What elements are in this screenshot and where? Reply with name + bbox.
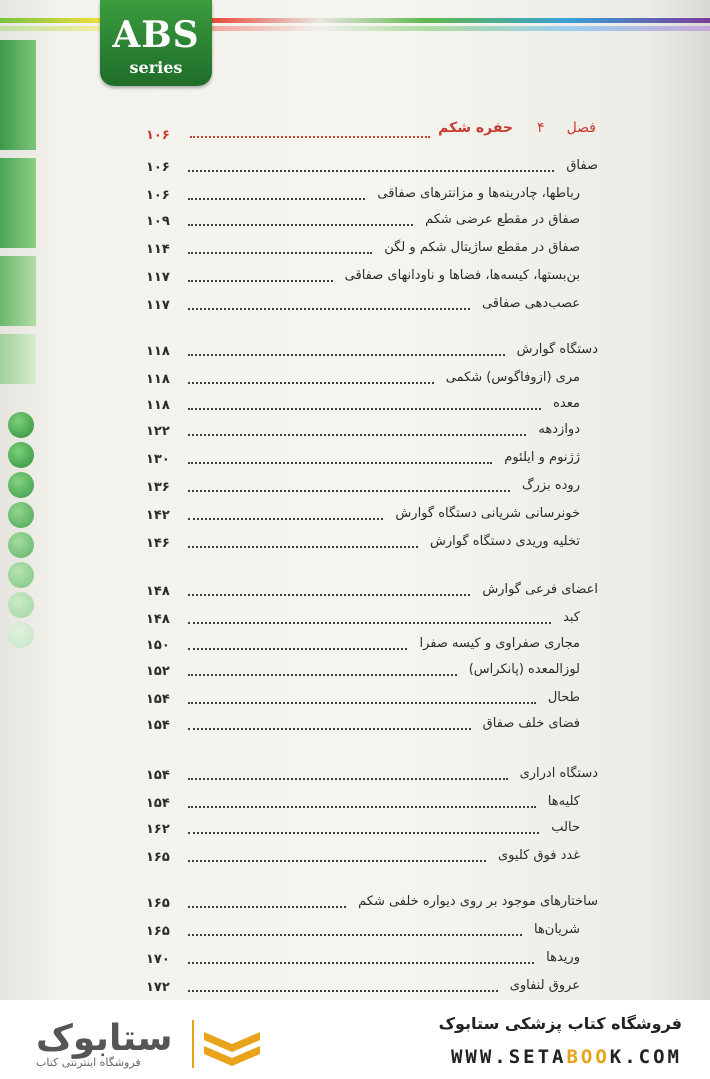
toc-entry: [0, 610, 710, 632]
leader-dots: [188, 728, 471, 730]
toc-entry-label: ژژنوم و ایلئوم: [504, 450, 580, 465]
toc-entry: [0, 478, 710, 500]
footer-banner: [0, 1000, 710, 1079]
url-highlight: BOO: [566, 1046, 610, 1068]
leader-dots: [188, 546, 418, 548]
setabook-logo-text: ستابوک: [36, 1018, 173, 1059]
toc-entry-label: دستگاه ادراری: [519, 766, 598, 781]
chapter-title: حفره شکم: [438, 120, 514, 136]
toc-entry-label: حالب: [551, 820, 580, 835]
toc-entry: [0, 766, 710, 788]
toc-entry: [0, 978, 710, 1000]
leader-dots: [188, 170, 554, 172]
leader-dots: [188, 594, 470, 596]
toc-page-number: ۱۱۸: [146, 344, 170, 359]
leader-dots: [188, 382, 434, 384]
toc-entry-label: کلیه‌ها: [547, 794, 580, 809]
toc-page-number: ۱۳۶: [146, 480, 170, 495]
leader-dots: [188, 518, 383, 520]
leader-dots: [188, 778, 508, 780]
chapter-number: ۴: [537, 120, 545, 136]
toc-entry: [0, 240, 710, 262]
toc-page-number: ۱۷۲: [146, 980, 170, 995]
toc-page-number: ۱۱۸: [146, 372, 170, 387]
toc-entry-label: عصب‌دهی صفاقی: [481, 296, 580, 311]
toc-page-number: ۱۴۸: [146, 584, 170, 599]
toc-entry-label: شریان‌ها: [533, 922, 580, 937]
logo-subtitle: series: [129, 58, 183, 77]
leader-dots: [188, 224, 413, 226]
toc-entry: [0, 950, 710, 972]
toc-entry-label: مری (ازوفاگوس) شکمی: [445, 370, 580, 385]
toc-entry: [0, 690, 710, 712]
toc-entry: [0, 922, 710, 944]
toc-entry-label: اعضای فرعی گوارش: [482, 582, 598, 597]
setabook-logo-icon: [200, 1018, 264, 1068]
toc-page-number: ۱۵۴: [146, 768, 170, 783]
toc-entry: [0, 582, 710, 604]
toc-entry: [0, 716, 710, 738]
toc-entry-label: ساختارهای موجود بر روی دیواره خلفی شکم: [358, 894, 598, 909]
toc-entry-label: وریدها: [546, 950, 580, 965]
setabook-logo-subtitle: فروشگاه اینترنتی کتاب: [36, 1056, 141, 1069]
leader-dots: [188, 198, 365, 200]
toc-entry-label: طحال: [547, 690, 580, 705]
leader-dots: [188, 462, 492, 464]
toc-entry-label: فضای خلف صفاق: [482, 716, 580, 731]
toc-entry: [0, 848, 710, 870]
chapter-word: فصل: [566, 120, 596, 136]
logo-title: ABS: [112, 14, 200, 56]
toc-page-number: ۱۵۲: [146, 664, 170, 679]
toc-page-number: ۱۴۶: [146, 536, 170, 551]
toc-page-number: ۱۲۲: [146, 424, 170, 439]
toc-page-number: ۱۵۴: [146, 718, 170, 733]
toc-page-number: ۱۱۸: [146, 398, 170, 413]
toc-page-number: ۱۳۰: [146, 452, 170, 467]
toc-entry-label: مجاری صفراوی و کیسه صفرا: [419, 636, 580, 651]
toc-entry: [0, 342, 710, 364]
toc-page-number: ۱۷۰: [146, 952, 170, 967]
toc-entry-label: خونرسانی شریانی دستگاه گوارش: [395, 506, 580, 521]
toc-entry-label: بن‌بستها، کیسه‌ها، فضاها و ناودانهای صفاقی: [344, 268, 580, 283]
leader-dots: [188, 702, 536, 704]
toc-page-number: ۱۰۶: [146, 160, 170, 175]
leader-dots: [188, 906, 346, 908]
toc-entry-label: غدد فوق کلیوی: [498, 848, 580, 863]
toc-entry-label: کبد: [563, 610, 580, 625]
toc-entry: [0, 422, 710, 444]
leader-dots: [188, 252, 372, 254]
toc-page-number: ۱۵۴: [146, 796, 170, 811]
toc-entry-label: دستگاه گوارش: [516, 342, 598, 357]
leader-dots: [188, 860, 486, 862]
toc-entry-label: معده: [553, 396, 580, 411]
toc-entry-label: صفاق: [566, 158, 598, 173]
chapter-page: ۱۰۶: [146, 128, 170, 143]
leader-dots: [188, 308, 470, 310]
chapter-leader-dots: [190, 136, 430, 138]
green-margin-bar: [0, 40, 36, 150]
toc-entry: [0, 158, 710, 180]
toc-page-number: ۱۰۹: [146, 214, 170, 229]
toc-page-number: ۱۶۵: [146, 896, 170, 911]
toc-entry: [0, 370, 710, 392]
toc-page-number: ۱۴۲: [146, 508, 170, 523]
leader-dots: [188, 832, 539, 834]
leader-dots: [188, 648, 407, 650]
toc-page-number: ۱۶۵: [146, 850, 170, 865]
toc-entry-label: روده بزرگ: [522, 478, 580, 493]
toc-entry-label: تخلیه وریدی دستگاه گوارش: [430, 534, 580, 549]
toc-entry: [0, 534, 710, 556]
leader-dots: [188, 490, 510, 492]
toc-page-number: ۱۶۵: [146, 924, 170, 939]
toc-entry: [0, 396, 710, 418]
url-prefix: WWW.SETA: [450, 1046, 567, 1068]
toc-entry-label: لوزالمعده (پانکراس): [468, 662, 580, 677]
leader-dots: [188, 354, 505, 356]
toc-entry-label: دوازدهه: [538, 422, 580, 437]
toc-entry: [0, 506, 710, 528]
toc-entry: [0, 450, 710, 472]
toc-entry-label: رباطها، چادرینه‌ها و مزانترهای صفاقی: [377, 186, 580, 201]
leader-dots: [188, 280, 333, 282]
toc-entry: [0, 636, 710, 658]
url-suffix: K.COM: [609, 1046, 682, 1068]
leader-dots: [188, 934, 522, 936]
toc-page-number: ۱۱۷: [146, 298, 170, 313]
chapter-heading: [438, 120, 596, 136]
toc-page-number: ۱۰۶: [146, 188, 170, 203]
leader-dots: [188, 434, 526, 436]
toc-entry-label: صفاق در مقطع عرضی شکم: [425, 212, 580, 227]
toc-entry-label: صفاق در مقطع ساژیتال شکم و لگن: [384, 240, 580, 255]
toc-entry: [0, 894, 710, 916]
toc-page-number: ۱۶۲: [146, 822, 170, 837]
leader-dots: [188, 990, 498, 992]
leader-dots: [188, 622, 551, 624]
toc-page-number: ۱۱۴: [146, 242, 170, 257]
leader-dots: [188, 806, 536, 808]
footer-divider: [192, 1020, 194, 1068]
abs-series-logo: [100, 0, 212, 86]
toc-entry: [0, 212, 710, 234]
toc-entry: [0, 186, 710, 208]
leader-dots: [188, 962, 534, 964]
store-url[interactable]: [451, 1046, 682, 1068]
leader-dots: [188, 674, 457, 676]
leader-dots: [188, 408, 541, 410]
toc-page-number: ۱۴۸: [146, 612, 170, 627]
toc-page-number: ۱۵۰: [146, 638, 170, 653]
store-name: فروشگاه کتاب پزشکی ستابوک: [438, 1014, 682, 1033]
toc-entry: [0, 794, 710, 816]
toc-entry-label: عروق لنفاوی: [509, 978, 580, 993]
toc-entry: [0, 820, 710, 842]
toc-entry: [0, 296, 710, 318]
toc-entry: [0, 268, 710, 290]
toc-entry: [0, 662, 710, 684]
toc-page-number: ۱۵۴: [146, 692, 170, 707]
toc-page-number: ۱۱۷: [146, 270, 170, 285]
